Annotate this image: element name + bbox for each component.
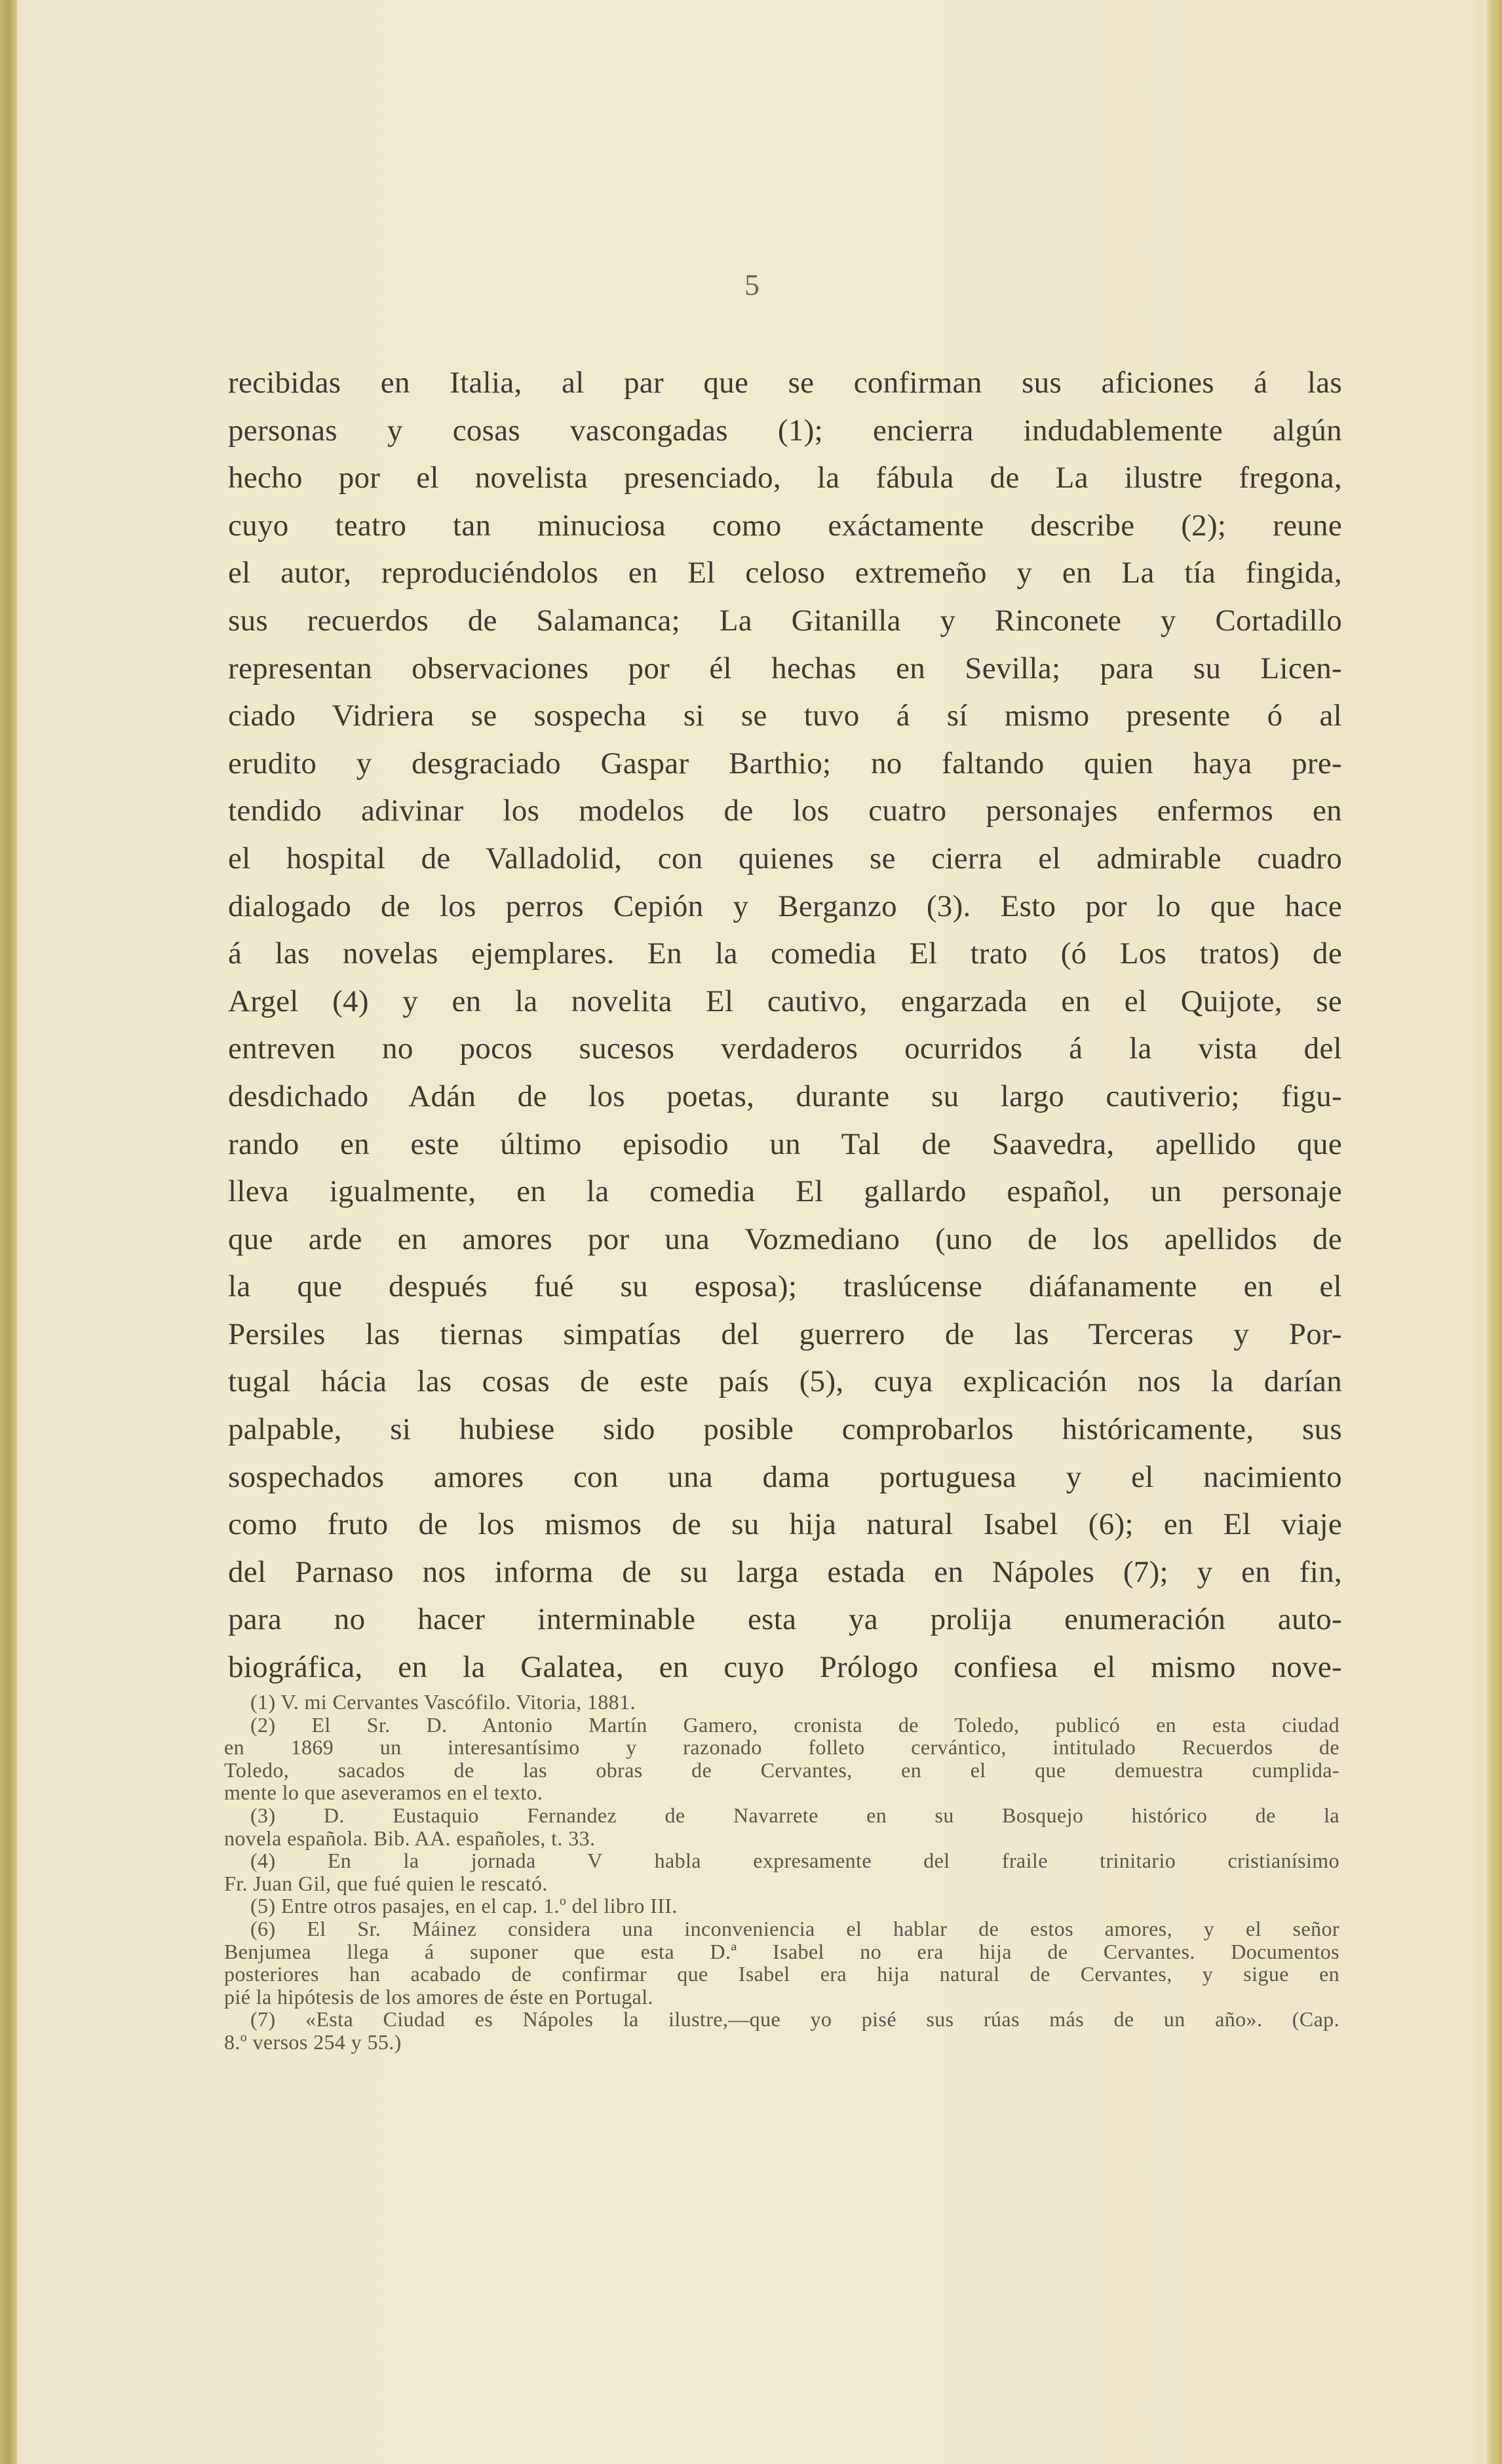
text-line: ciado Vidriera se sospecha si se tuvo á sí mismo presente ó al: [228, 699, 1342, 733]
text-line: entreven no pocos sucesos verdaderos ocurridos á la vista del: [228, 1031, 1342, 1066]
page-binding-edge-left: [0, 0, 17, 2464]
footnote-line: (2) El Sr. D. Antonio Martín Gamero, cronista de Toledo, publicó en esta ciudad: [250, 1712, 1339, 1737]
footnote-line: (1) V. mi Cervantes Vascófilo. Vitoria, 1881.: [250, 1690, 636, 1714]
footnote-line: posteriores han acabado de confirmar que Isabel era hija natural de Cervantes, y sigue en: [224, 1962, 1339, 1986]
footnote-line: en 1869 un interesantísimo y razonado folleto cervántico, intitulado Recuerdos de: [224, 1735, 1339, 1760]
text-line: cuyo teatro tan minuciosa como exáctamente describe (2); reune: [228, 508, 1342, 543]
text-line: rando en este último episodio un Tal de Saavedra, apellido que: [228, 1126, 1342, 1161]
footnote-line: pié la hipótesis de los amores de éste en Portugal.: [224, 1984, 653, 2009]
text-line: sus recuerdos de Salamanca; La Gitanilla y Rinconete y Cortadillo: [228, 603, 1342, 638]
text-line: palpable, si hubiese sido posible comprobarlos históricamente, sus: [228, 1412, 1342, 1447]
footnote-line: (5) Entre otros pasajes, en el cap. 1.º del libro III.: [250, 1894, 678, 1918]
footnote-line: (3) D. Eustaquio Fernandez de Navarrete en su Bosquejo histórico de la: [250, 1803, 1339, 1827]
text-line: representan observaciones por él hechas en Sevilla; para su Licen-: [228, 651, 1342, 685]
text-line: hecho por el novelista presenciado, la fábula de La ilustre fregona,: [228, 461, 1342, 495]
footnote-line: novela española. Bib. AA. españoles, t. 33.: [224, 1826, 596, 1850]
text-line: personas y cosas vascongadas (1); encierra indudablemente algún: [228, 413, 1342, 448]
main-text: [228, 359, 1342, 1691]
text-line: lleva igualmente, en la comedia El gallardo español, un personaje: [228, 1174, 1342, 1209]
text-line: á las novelas ejemplares. En la comedia El trato (ó Los tratos) de: [228, 936, 1342, 971]
text-line: tendido adivinar los modelos de los cuatro personajes enfermos en: [228, 794, 1342, 828]
footnotes: [224, 1691, 1339, 2054]
page-number: 5: [744, 268, 760, 301]
text-line: Persiles las tiernas simpatías del guerrero de las Terceras y Por-: [228, 1317, 1342, 1351]
footnote-line: (6) El Sr. Máinez considera una inconveniencia el hablar de estos amores, y el señor: [250, 1916, 1339, 1940]
footnote-line: Toledo, sacados de las obras de Cervantes, en el que demuestra cumplida-: [224, 1758, 1339, 1782]
footnote-line: 8.º versos 254 y 55.): [224, 2030, 402, 2054]
text-line: tugal hácia las cosas de este país (5), cuya explicación nos la darían: [228, 1364, 1342, 1399]
text-line: biográfica, en la Galatea, en cuyo Prólogo confiesa el mismo nove-: [228, 1650, 1342, 1685]
footnote-line: mente lo que aseveramos en el texto.: [224, 1781, 543, 1805]
text-line: del Parnaso nos informa de su larga estada en Nápoles (7); y en fin,: [228, 1554, 1342, 1589]
text-line: que arde en amores por una Vozmediano (uno de los apellidos de: [228, 1222, 1342, 1256]
text-line: la que después fué su esposa); traslúcense diáfanamente en el: [228, 1269, 1342, 1304]
page-binding-edge-right: [1484, 0, 1502, 2464]
footnote-line: Benjumea llega á suponer que esta D.ª Isabel no era hija de Cervantes. Documentos: [224, 1939, 1339, 1963]
text-line: para no hacer interminable esta ya prolija enumeración auto-: [228, 1602, 1342, 1637]
text-line: Argel (4) y en la novelita El cautivo, engarzada en el Quijote, se: [228, 984, 1342, 1018]
footnote-line: (4) En la jornada V habla expresamente del fraile trinitario cristianísimo: [250, 1849, 1339, 1873]
footnote-line: (7) «Esta Ciudad es Nápoles la ilustre,—que yo pisé sus rúas más de un año». (Cap.: [250, 2007, 1339, 2031]
text-line: recibidas en Italia, al par que se confirman sus aficiones á las: [228, 366, 1342, 400]
text-line: como fruto de los mismos de su hija natural Isabel (6); en El viaje: [228, 1507, 1342, 1542]
text-line: sospechados amores con una dama portuguesa y el nacimiento: [228, 1459, 1342, 1494]
text-line: el autor, reproduciéndolos en El celoso extremeño y en La tía fingida,: [228, 556, 1342, 590]
text-line: desdichado Adán de los poetas, durante su largo cautiverio; figu-: [228, 1079, 1342, 1113]
text-line: el hospital de Valladolid, con quienes se cierra el admirable cuadro: [228, 841, 1342, 876]
text-line: erudito y desgraciado Gaspar Barthio; no faltando quien haya pre-: [228, 746, 1342, 780]
footnote-line: Fr. Juan Gil, que fué quien le rescató.: [224, 1871, 548, 1895]
text-line: dialogado de los perros Cepión y Berganzo (3). Esto por lo que hace: [228, 889, 1342, 923]
